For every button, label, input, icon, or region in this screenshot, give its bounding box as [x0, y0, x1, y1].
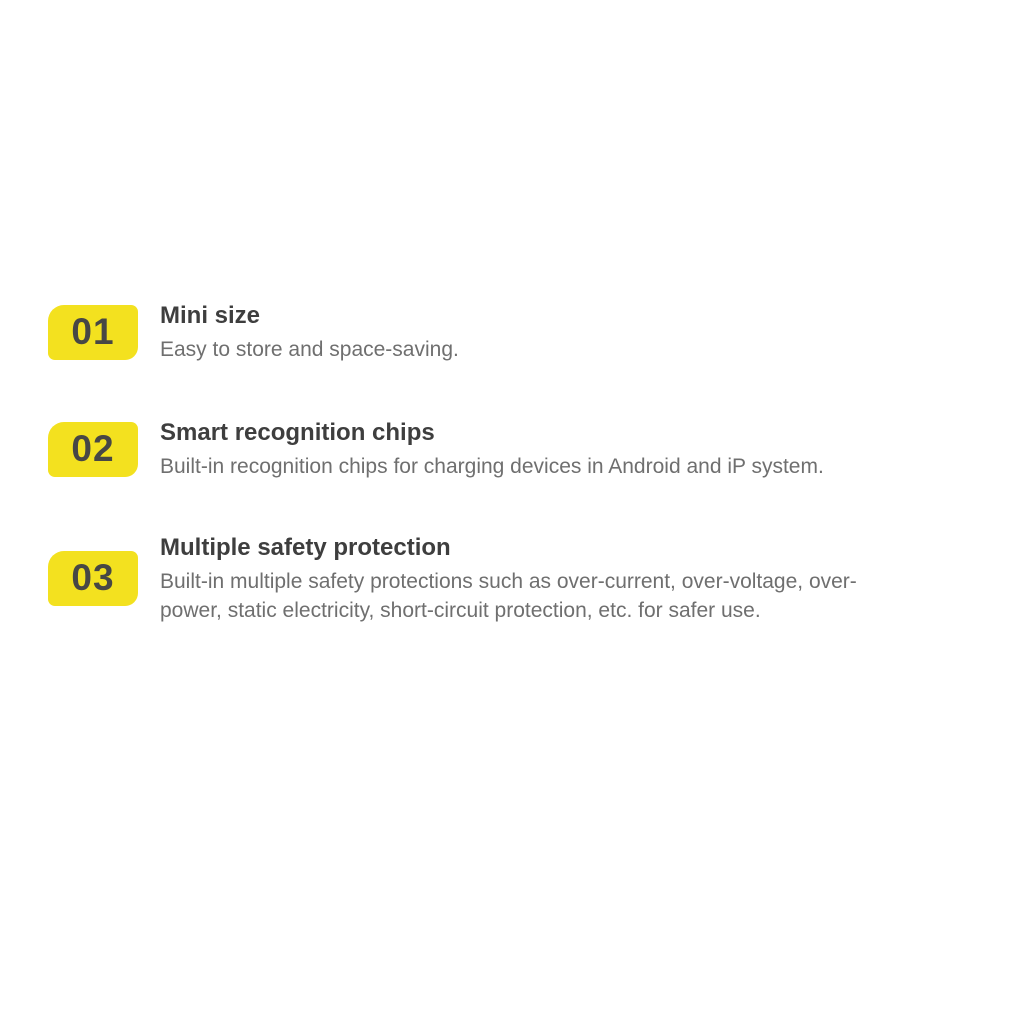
feature-description-2: Built-in recognition chips for charging devices in Android and iP system.: [160, 455, 824, 478]
feature-title-2: Smart recognition chips: [160, 419, 435, 446]
feature-number-3: 03: [71, 557, 115, 598]
feature-number-badge-1: [48, 305, 138, 360]
feature-item-1: [48, 300, 912, 364]
feature-number-2: 02: [71, 427, 115, 469]
feature-title-1: Mini size: [160, 302, 261, 329]
feature-number-1: 01: [71, 310, 115, 352]
feature-title-3: Multiple safety protection: [160, 534, 451, 561]
feature-text-block-3: [160, 532, 912, 625]
feature-item-3: [48, 532, 912, 625]
feature-number-badge-3: [48, 551, 138, 606]
feature-item-2: [48, 417, 912, 481]
feature-description-3: Built-in multiple safety protections such as over-current, over-voltage, over-power, static electricity, short-circuit protection, etc. for safer use.: [160, 570, 857, 622]
feature-text-block-1: [160, 300, 912, 364]
feature-description-1: Easy to store and space-saving.: [160, 338, 459, 361]
feature-number-badge-2: [48, 422, 138, 477]
feature-text-block-2: [160, 417, 912, 481]
